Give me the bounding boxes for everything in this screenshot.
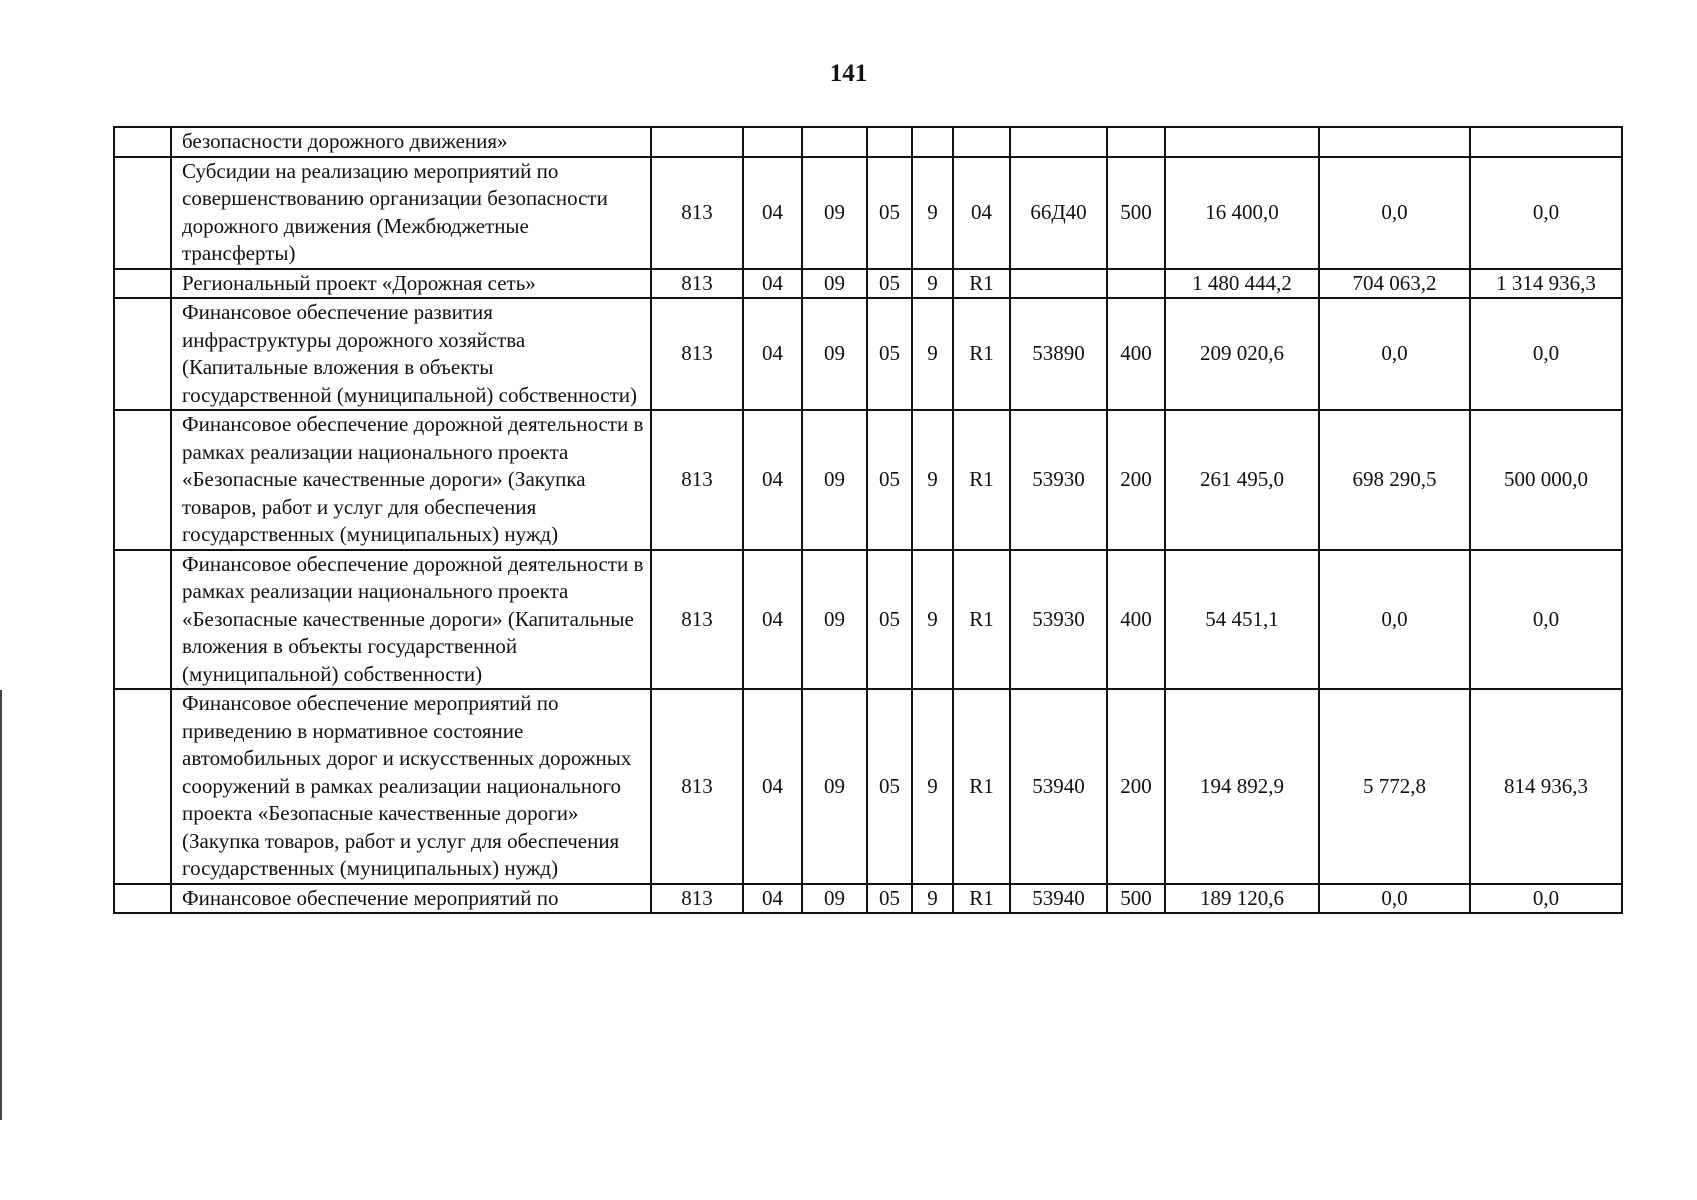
- row-number-cell: [114, 410, 171, 550]
- amount-year1-cell: 189 120,6: [1165, 884, 1319, 914]
- ministry-code-cell: 813: [651, 157, 743, 269]
- amount-year2-cell: 704 063,2: [1319, 269, 1470, 299]
- budget-table: [113, 126, 1623, 914]
- direction-code-cell: [1010, 127, 1107, 157]
- amount-year1-cell: [1165, 127, 1319, 157]
- subsection-code-cell: 09: [802, 298, 867, 410]
- amount-year3-cell: [1470, 127, 1622, 157]
- project-code-cell: R1: [953, 689, 1010, 884]
- subprogram-code-cell: 9: [912, 884, 953, 914]
- page-number: 141: [829, 60, 868, 87]
- subprogram-code-cell: 9: [912, 550, 953, 690]
- amount-year1-cell: 261 495,0: [1165, 410, 1319, 550]
- row-number-cell: [114, 269, 171, 299]
- item-name-cell: Финансовое обеспечение развития инфраструктуры дорожного хозяйства (Капитальные вложения в объекты государственной (муниципальной) собственности): [171, 298, 651, 410]
- ministry-code-cell: 813: [651, 298, 743, 410]
- amount-year2-cell: 0,0: [1319, 550, 1470, 690]
- subprogram-code-cell: 9: [912, 410, 953, 550]
- amount-year3-cell: 0,0: [1470, 157, 1622, 269]
- row-number-cell: [114, 127, 171, 157]
- expense-type-cell: 400: [1107, 298, 1165, 410]
- ministry-code-cell: 813: [651, 689, 743, 884]
- expense-type-cell: 200: [1107, 689, 1165, 884]
- project-code-cell: R1: [953, 884, 1010, 914]
- table-row: [114, 884, 1622, 914]
- direction-code-cell: 53940: [1010, 884, 1107, 914]
- expense-type-cell: 400: [1107, 550, 1165, 690]
- project-code-cell: 04: [953, 157, 1010, 269]
- section-code-cell: 04: [743, 884, 802, 914]
- table-row: [114, 298, 1622, 410]
- amount-year1-cell: 209 020,6: [1165, 298, 1319, 410]
- project-code-cell: [953, 127, 1010, 157]
- item-name-cell: Финансовое обеспечение дорожной деятельности в рамках реализации национального проекта «Безопасные качественные дороги» (Закупка товаров, работ и услуг для обеспечения государственных (муниципальных) нужд): [171, 410, 651, 550]
- direction-code-cell: 66Д40: [1010, 157, 1107, 269]
- program-code-cell: [867, 127, 912, 157]
- amount-year1-cell: 54 451,1: [1165, 550, 1319, 690]
- table-row: [114, 689, 1622, 884]
- row-number-cell: [114, 298, 171, 410]
- table-body: [114, 127, 1622, 913]
- ministry-code-cell: 813: [651, 269, 743, 299]
- project-code-cell: R1: [953, 410, 1010, 550]
- amount-year3-cell: 1 314 936,3: [1470, 269, 1622, 299]
- program-code-cell: 05: [867, 550, 912, 690]
- row-number-cell: [114, 884, 171, 914]
- program-code-cell: 05: [867, 269, 912, 299]
- section-code-cell: 04: [743, 550, 802, 690]
- direction-code-cell: 53930: [1010, 410, 1107, 550]
- subsection-code-cell: [802, 127, 867, 157]
- subsection-code-cell: 09: [802, 550, 867, 690]
- table-row: [114, 269, 1622, 299]
- project-code-cell: R1: [953, 550, 1010, 690]
- item-name-cell: Финансовое обеспечение мероприятий по: [171, 884, 651, 914]
- subprogram-code-cell: [912, 127, 953, 157]
- row-number-cell: [114, 550, 171, 690]
- program-code-cell: 05: [867, 884, 912, 914]
- table-row: [114, 127, 1622, 157]
- amount-year3-cell: 0,0: [1470, 884, 1622, 914]
- expense-type-cell: [1107, 269, 1165, 299]
- expense-type-cell: [1107, 127, 1165, 157]
- amount-year3-cell: 0,0: [1470, 298, 1622, 410]
- amount-year3-cell: 814 936,3: [1470, 689, 1622, 884]
- subsection-code-cell: 09: [802, 157, 867, 269]
- subsection-code-cell: 09: [802, 410, 867, 550]
- project-code-cell: R1: [953, 269, 1010, 299]
- section-code-cell: 04: [743, 157, 802, 269]
- expense-type-cell: 500: [1107, 157, 1165, 269]
- section-code-cell: 04: [743, 410, 802, 550]
- direction-code-cell: 53890: [1010, 298, 1107, 410]
- subprogram-code-cell: 9: [912, 298, 953, 410]
- item-name-cell: Субсидии на реализацию мероприятий по совершенствованию организации безопасности дорожного движения (Межбюджетные трансферты): [171, 157, 651, 269]
- amount-year2-cell: 0,0: [1319, 298, 1470, 410]
- program-code-cell: 05: [867, 157, 912, 269]
- ministry-code-cell: [651, 127, 743, 157]
- table-row: [114, 157, 1622, 269]
- row-number-cell: [114, 689, 171, 884]
- item-name-cell: Региональный проект «Дорожная сеть»: [171, 269, 651, 299]
- ministry-code-cell: 813: [651, 410, 743, 550]
- subsection-code-cell: 09: [802, 689, 867, 884]
- table-row: [114, 410, 1622, 550]
- section-code-cell: 04: [743, 269, 802, 299]
- program-code-cell: 05: [867, 689, 912, 884]
- subsection-code-cell: 09: [802, 884, 867, 914]
- row-number-cell: [114, 157, 171, 269]
- amount-year2-cell: 698 290,5: [1319, 410, 1470, 550]
- ministry-code-cell: 813: [651, 884, 743, 914]
- expense-type-cell: 200: [1107, 410, 1165, 550]
- subprogram-code-cell: 9: [912, 269, 953, 299]
- item-name-cell: Финансовое обеспечение мероприятий по приведению в нормативное состояние автомобильных дорог и искусственных дорожных сооружений в рамках реализации национального проекта «Безопасные качественные дороги» (Закупка товаров, работ и услуг для обеспечения государственных (муниципальных) нужд): [171, 689, 651, 884]
- program-code-cell: 05: [867, 410, 912, 550]
- item-name-cell: Финансовое обеспечение дорожной деятельности в рамках реализации национального проекта «Безопасные качественные дороги» (Капитальные вложения в объекты государственной (муниципальной) собственности): [171, 550, 651, 690]
- amount-year3-cell: 0,0: [1470, 550, 1622, 690]
- amount-year1-cell: 194 892,9: [1165, 689, 1319, 884]
- direction-code-cell: [1010, 269, 1107, 299]
- program-code-cell: 05: [867, 298, 912, 410]
- section-code-cell: 04: [743, 689, 802, 884]
- section-code-cell: [743, 127, 802, 157]
- item-name-cell: безопасности дорожного движения»: [171, 127, 651, 157]
- ministry-code-cell: 813: [651, 550, 743, 690]
- project-code-cell: R1: [953, 298, 1010, 410]
- amount-year2-cell: [1319, 127, 1470, 157]
- amount-year2-cell: 0,0: [1319, 884, 1470, 914]
- subprogram-code-cell: 9: [912, 157, 953, 269]
- amount-year1-cell: 16 400,0: [1165, 157, 1319, 269]
- subsection-code-cell: 09: [802, 269, 867, 299]
- scan-edge-mark: [0, 690, 2, 1120]
- direction-code-cell: 53940: [1010, 689, 1107, 884]
- table-row: [114, 550, 1622, 690]
- subprogram-code-cell: 9: [912, 689, 953, 884]
- amount-year3-cell: 500 000,0: [1470, 410, 1622, 550]
- amount-year2-cell: 0,0: [1319, 157, 1470, 269]
- expense-type-cell: 500: [1107, 884, 1165, 914]
- section-code-cell: 04: [743, 298, 802, 410]
- amount-year1-cell: 1 480 444,2: [1165, 269, 1319, 299]
- direction-code-cell: 53930: [1010, 550, 1107, 690]
- amount-year2-cell: 5 772,8: [1319, 689, 1470, 884]
